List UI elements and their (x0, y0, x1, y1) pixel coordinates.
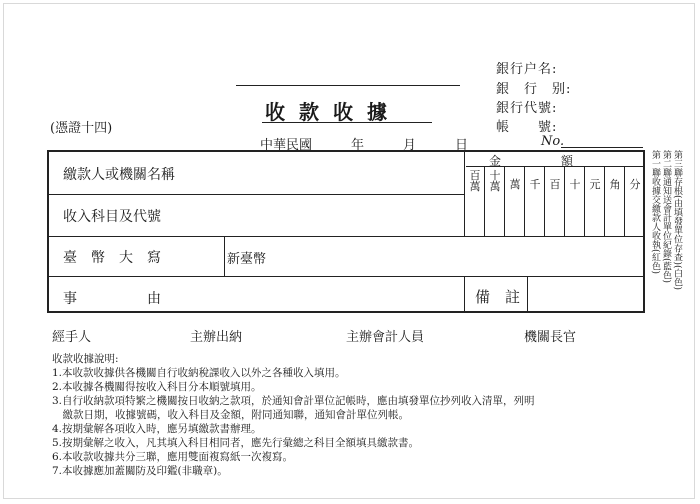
instruction-item: 6.本收款收據共分三聯，應用雙面複寫紙一次複寫。 (52, 451, 294, 463)
purpose-label: 事 由 (63, 291, 161, 307)
amount-header: 金 額 (489, 154, 574, 168)
instruction-item: 4.按期彙解各項收入時，應另填繳款書辦理。 (52, 423, 262, 435)
amount-in-words-value: 新臺幣 (227, 252, 267, 267)
instruction-item: 2.本收據各機關得按收入科目分本順號填用。 (52, 381, 262, 393)
chief-signature-label: 機關長官 (524, 330, 577, 345)
bank-name-label: 銀 行 别: (496, 82, 572, 97)
instruction-item: 3.自行收納款項特繁之機關按日收納之款項，於通知會計單位記帳時，應由填發單位抄列收入清單，列明 (52, 395, 535, 407)
instruction-item: 繳款日期，收據號碼，收入科目及金額，附同通知聯，通知會計單位列帳。 (52, 409, 409, 421)
bank-code-label: 銀行代號: (496, 101, 558, 116)
remark-label: 備 註 (475, 288, 521, 306)
digit-header-jiao: 角 (609, 178, 621, 191)
instructions-heading: 收款收據說明: (52, 353, 119, 365)
digit-header-tens: 十 (569, 178, 581, 191)
instruction-item: 1.本收款收據供各機關自行收納稅課收入以外之各種收入填用。 (52, 367, 346, 379)
digit-header-hundred-thousands: 十萬 (489, 169, 501, 193)
digit-header-ten-thousands: 萬 (509, 178, 521, 191)
bank-account-name-label: 銀行户名: (496, 62, 558, 77)
voucher-label: (憑證十四) (50, 121, 113, 136)
serial-number-label: No. (541, 134, 565, 149)
form-title: 收款收據 (265, 100, 401, 124)
date-label: 中華民國 年 月 日 (260, 138, 469, 153)
instruction-item: 7.本收據應加蓋關防及印鑑(非職章)。 (52, 465, 228, 477)
title-rule-top (236, 85, 460, 86)
bank-account-number-label: 帳 號: (496, 120, 558, 135)
copy-note-first: 第一聯收據交繳款人收執(紅色) (650, 150, 660, 275)
digit-header-thousands: 千 (529, 178, 541, 191)
instructions (52, 352, 535, 478)
title-rule-bottom (262, 122, 432, 123)
digit-header-yuan: 元 (589, 178, 601, 191)
handler-signature-label: 經手人 (52, 330, 92, 345)
cashier-signature-label: 主辦出納 (190, 330, 243, 345)
copy-note-second: 第二聯通知送會計單位紀錄(藍色) (661, 150, 671, 284)
serial-number-line (561, 147, 643, 148)
copy-note-third: 第三聯存根(由填發單位存查)(白色) (672, 150, 682, 291)
receipt-table (47, 150, 645, 313)
digit-header-millions: 百萬 (469, 169, 481, 193)
amount-in-words-label: 臺 幣 大 寫 (63, 250, 161, 266)
digit-header-hundreds: 百 (549, 178, 561, 191)
accountant-signature-label: 主辦會計人員 (346, 330, 425, 345)
revenue-account-label: 收入科目及代號 (63, 209, 161, 225)
payer-name-label: 繳款人或機關名稱 (63, 167, 175, 183)
instruction-item: 5.按期彙解之收入，凡其填入科目相同者，應先行彙總之科目全額填具繳款書。 (52, 437, 420, 449)
digit-header-fen: 分 (629, 178, 641, 191)
